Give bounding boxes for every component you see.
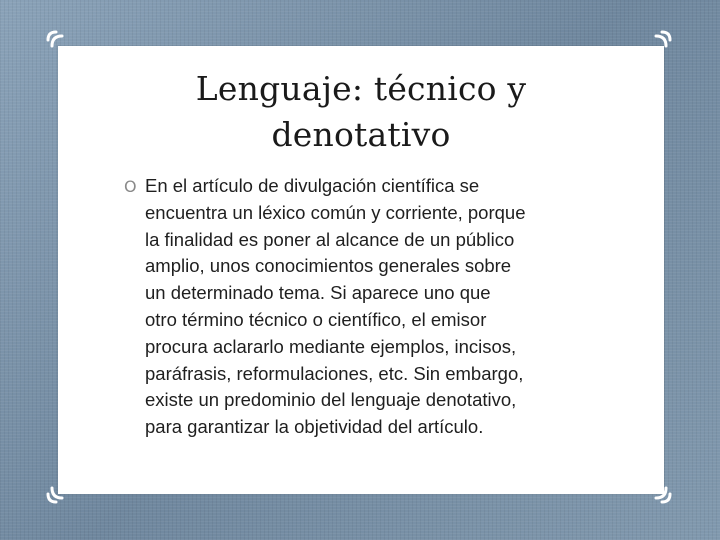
body-line: un determinado tema. Si aparece uno que bbox=[145, 282, 491, 304]
body-line: amplio, unos conocimientos generales sobre bbox=[145, 255, 512, 277]
corner-ornament-icon bbox=[46, 30, 70, 54]
slide-title-line: denotativo bbox=[271, 115, 451, 154]
body-line: otro término técnico o científico, el emisor bbox=[145, 308, 487, 330]
body-line: En el artículo de divulgación científica se bbox=[145, 175, 480, 196]
corner-ornament-icon bbox=[46, 480, 70, 504]
corner-ornament-icon bbox=[648, 480, 672, 504]
slide-title-line: Lenguaje: técnico y bbox=[195, 69, 527, 108]
bullet-text bbox=[145, 173, 526, 441]
body-line: paráfrasis, reformulaciones, etc. Sin embargo, bbox=[145, 362, 524, 384]
body-line: encuentra un léxico común y corriente, porque bbox=[145, 201, 526, 223]
body-line: procura aclararlo mediante ejemplos, incisos, bbox=[145, 335, 517, 357]
slide-title bbox=[58, 66, 664, 158]
body-line: para garantizar la objetividad del artículo. bbox=[145, 416, 484, 438]
bullet-marker: O bbox=[124, 177, 137, 196]
corner-ornament-icon bbox=[648, 30, 672, 54]
body-line: existe un predominio del lenguaje denotativo, bbox=[145, 389, 517, 411]
body-line: la finalidad es poner al alcance de un público bbox=[145, 228, 515, 250]
